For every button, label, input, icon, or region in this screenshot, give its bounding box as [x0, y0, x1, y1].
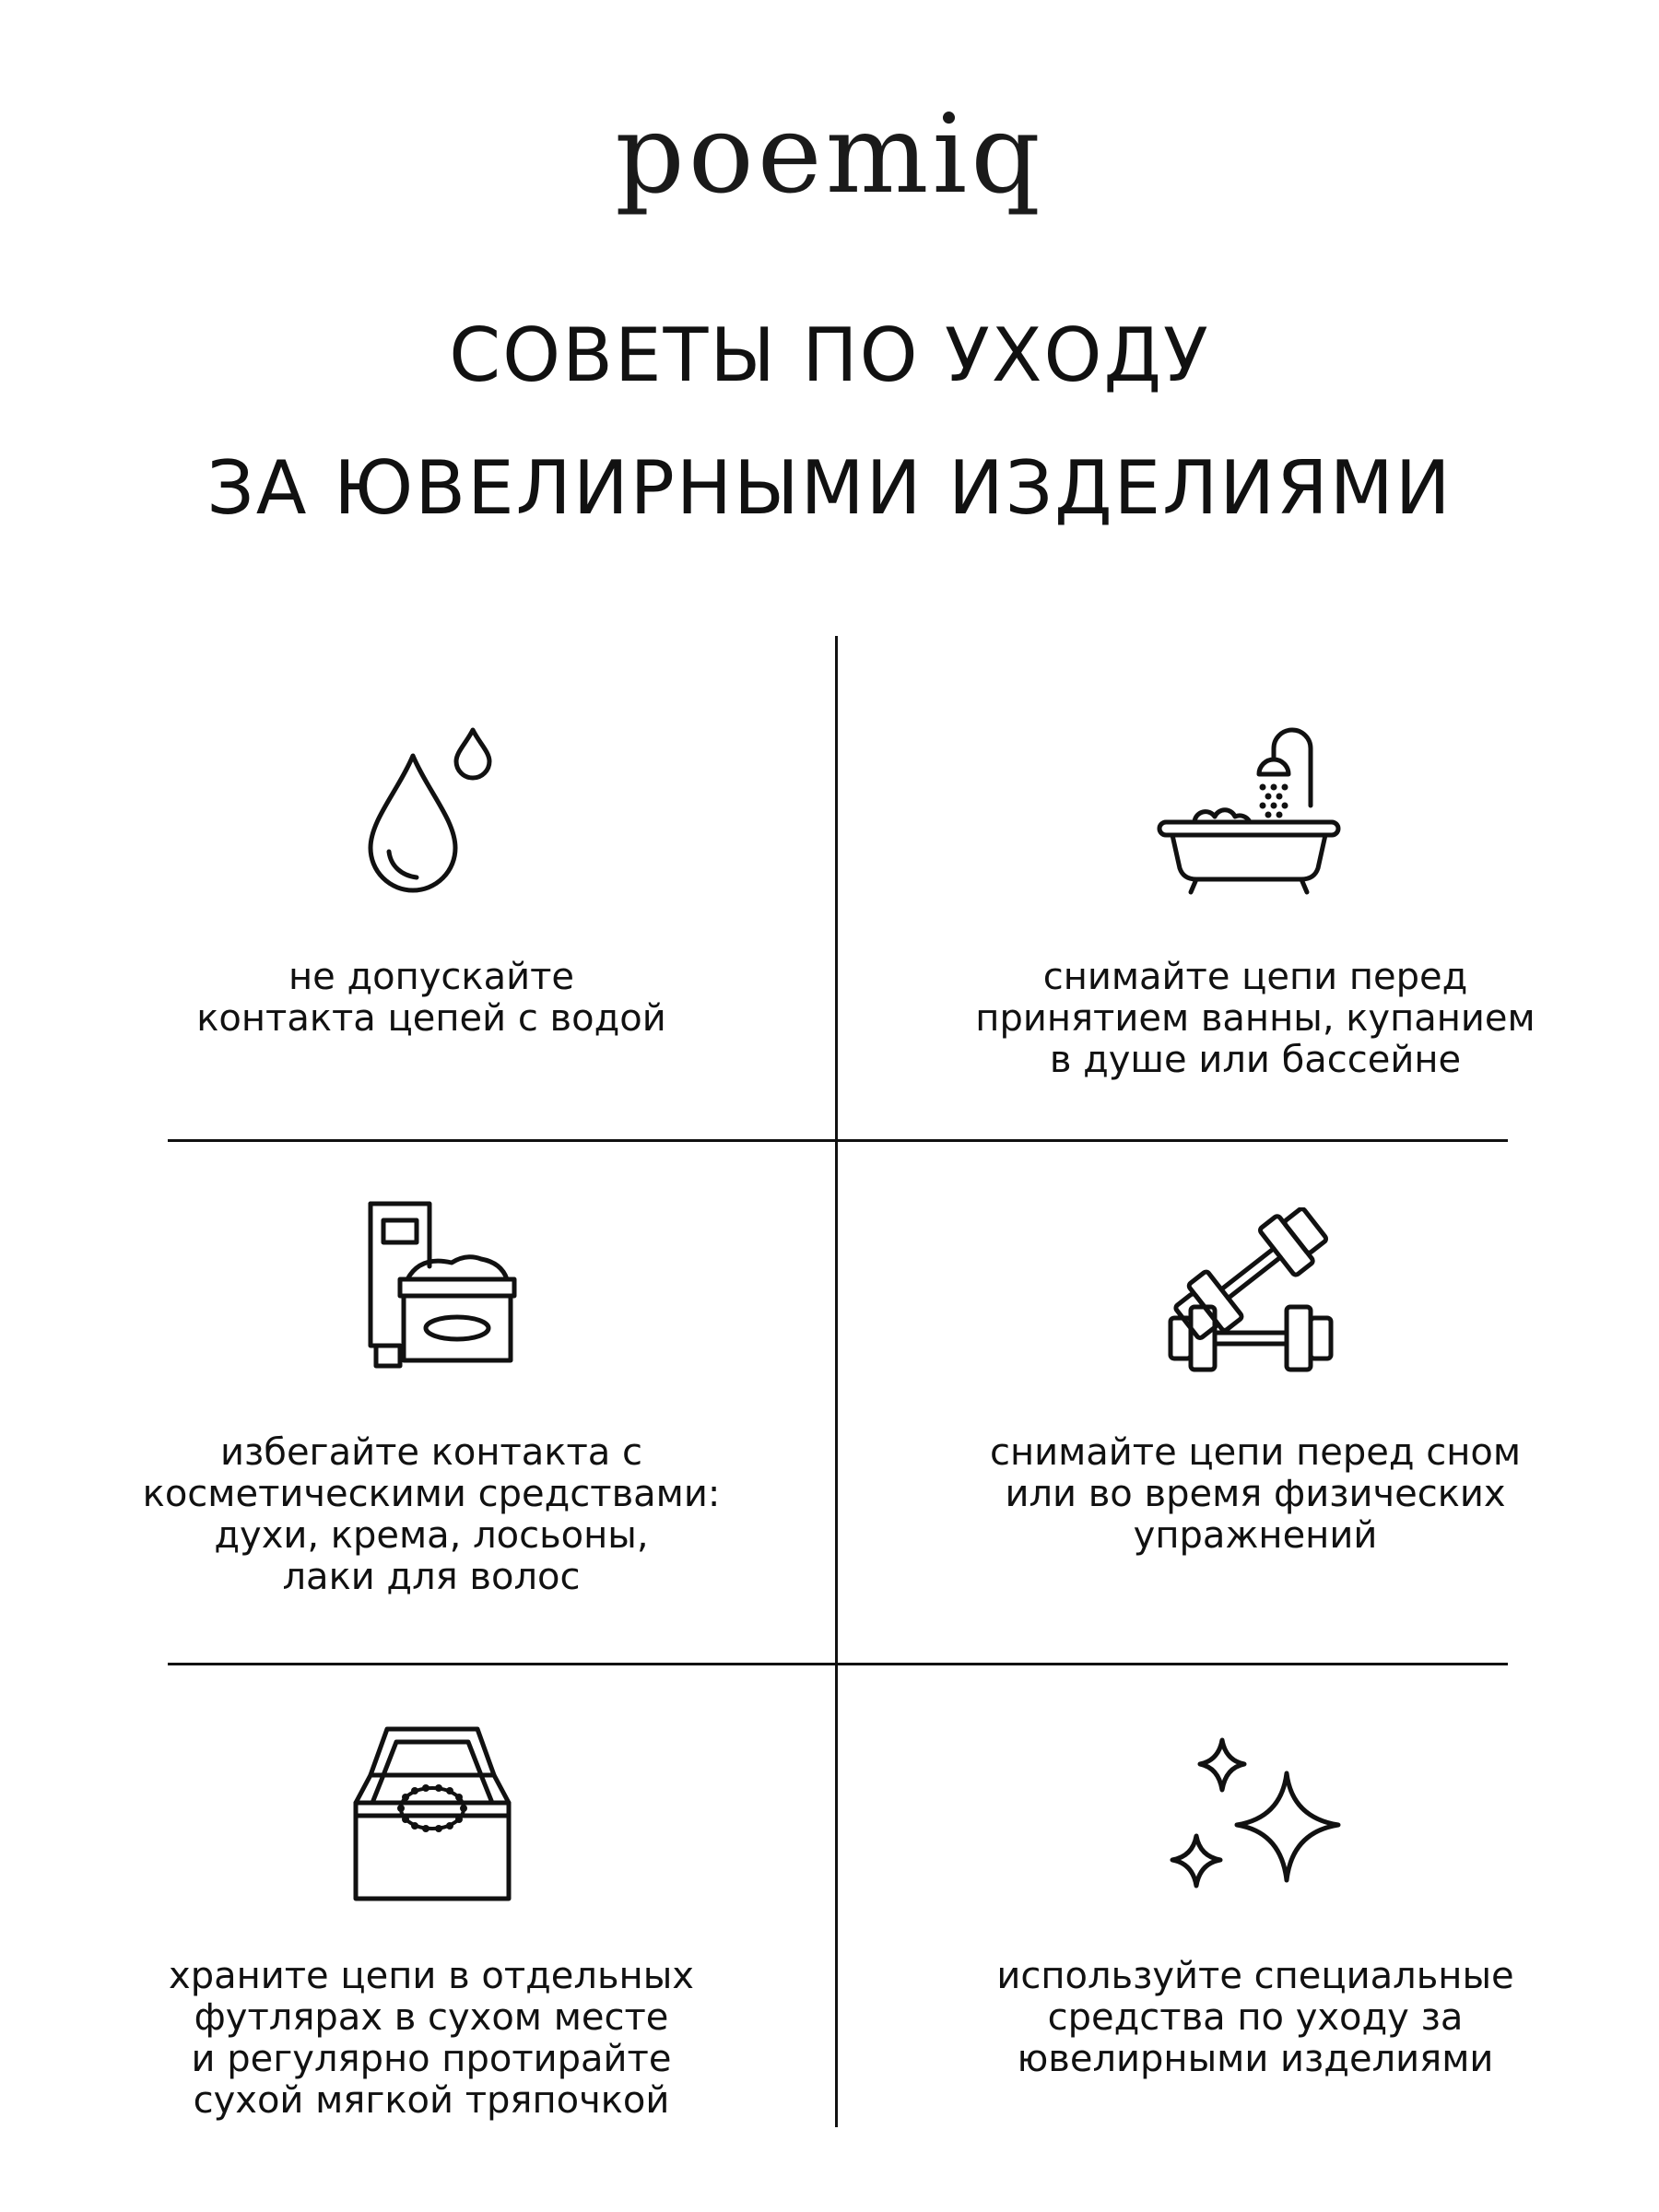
tip-caption-5	[109, 1956, 754, 2122]
tip-4-line-3: упражнений	[1133, 1514, 1378, 1557]
tip-5-line-3: и регулярно протирайте	[191, 2038, 672, 2080]
tip-2-line-3: в душе или бассейне	[1049, 1039, 1462, 1081]
tip-5-line-4: сухой мягкой тряпочкой	[193, 2079, 670, 2122]
tip-4-line-2: или во время физических	[1005, 1473, 1506, 1515]
tip-caption-1	[109, 957, 754, 1040]
bathtub-shower-icon	[1154, 721, 1344, 896]
tip-3-line-3: духи, крема, лосьоны,	[214, 1514, 649, 1557]
grid-horizontal-divider-2	[168, 1663, 1508, 1665]
tip-6-line-2: средства по уходу за	[1047, 1996, 1464, 2039]
tip-5-line-2: футлярах в сухом месте	[194, 1996, 669, 2039]
sparkles-icon	[1158, 1733, 1342, 1899]
tip-5-line-1: храните цепи в отдельных	[169, 1955, 694, 1997]
tip-1-line-1: не допускайте	[288, 956, 574, 998]
tip-2-line-2: принятием ванны, купанием	[975, 997, 1535, 1040]
tip-3-line-4: лаки для волос	[282, 1556, 581, 1598]
page-title-line-2: ЗА ЮВЕЛИРНЫМИ ИЗДЕЛИЯМИ	[206, 445, 1453, 531]
grid-horizontal-divider-1	[168, 1139, 1508, 1142]
cosmetics-tube-jar-icon	[363, 1198, 525, 1370]
tip-2-line-1: снимайте цепи перед	[1042, 956, 1468, 998]
tip-caption-3	[109, 1432, 754, 1598]
page-title-line-1: СОВЕТЫ ПО УХОДУ	[449, 312, 1210, 398]
tip-3-line-1: избегайте контакта с	[220, 1431, 642, 1474]
tip-caption-4	[933, 1432, 1578, 1557]
tip-caption-2	[933, 957, 1578, 1081]
tip-3-line-2: косметическими средствами:	[142, 1473, 721, 1515]
dumbbells-icon	[1148, 1207, 1353, 1373]
brand-logo: poemiq	[615, 90, 1044, 218]
tip-4-line-1: снимайте цепи перед сном	[989, 1431, 1522, 1474]
tip-6-line-3: ювелирными изделиями	[1017, 2038, 1494, 2080]
tip-1-line-2: контакта цепей с водой	[196, 997, 666, 1040]
grid-vertical-divider	[835, 636, 838, 2127]
water-drops-icon	[350, 719, 516, 894]
tip-caption-6	[933, 1956, 1578, 2080]
jewelry-box-icon	[350, 1724, 514, 1904]
tip-6-line-1: используйте специальные	[996, 1955, 1514, 1997]
